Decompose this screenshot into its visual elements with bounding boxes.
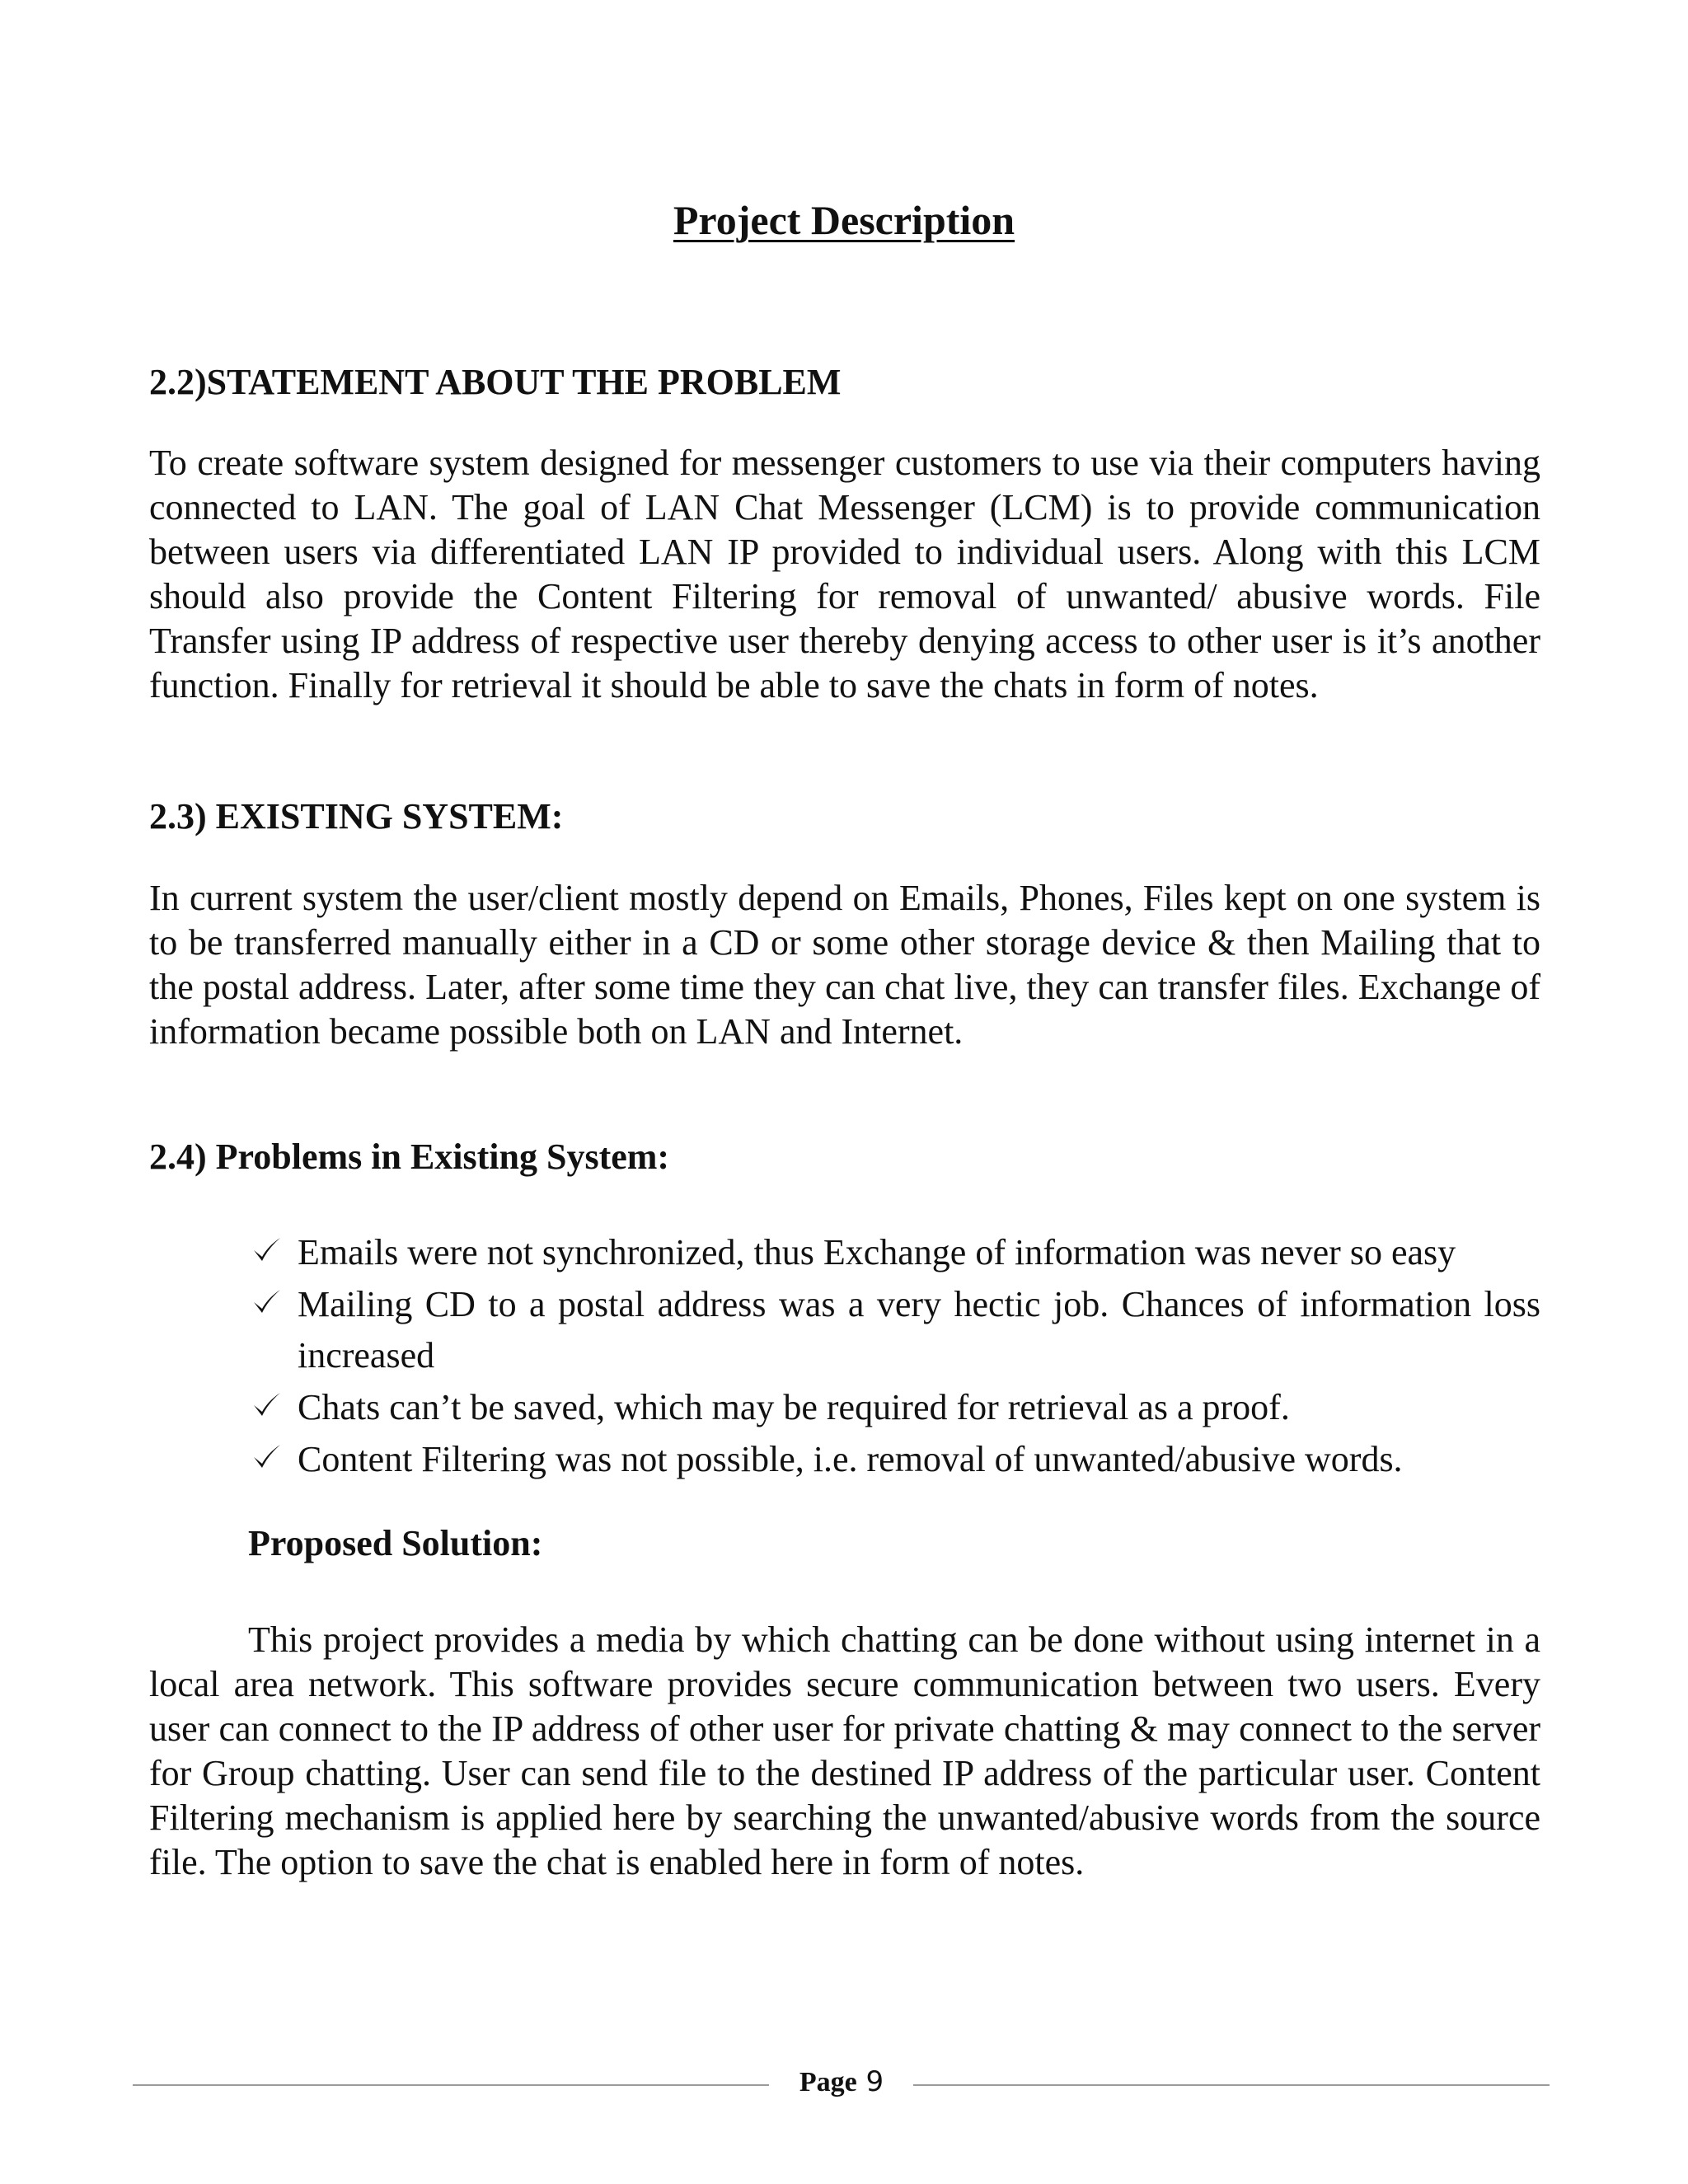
- list-item-text: Content Filtering was not possible, i.e. removal of unwanted/abusive words.: [298, 1439, 1403, 1479]
- checkmark-icon: [250, 1234, 283, 1267]
- page-number: [775, 2065, 908, 2098]
- section-heading-statement: 2.2)STATEMENT ABOUT THE PROBLEM: [149, 362, 842, 402]
- problems-checklist: [248, 1227, 1540, 1486]
- section-heading-problems: 2.4) Problems in Existing System:: [149, 1137, 670, 1177]
- list-item-text: Chats can’t be saved, which may be required for retrieval as a proof.: [298, 1387, 1290, 1427]
- proposed-solution-paragraph: [149, 1618, 1540, 1885]
- statement-paragraph: To create software system designed for messenger customers to use via their computers having connected to LAN. The goal of LAN Chat Messenger (LCM) is to provide communication between users via differentiated LAN IP provided to individual users. Along with this LCM should also provide the Content Filtering for removal of unwanted/ abusive words. File Transfer using IP address of respective user thereby denying access to other user is it’s another function. Finally for retrieval it should be able to save the chats in form of notes.: [149, 443, 1540, 705]
- list-item-text: Emails were not synchronized, thus Exchange of information was never so easy: [298, 1232, 1456, 1272]
- list-item: [248, 1434, 1540, 1485]
- checkmark-icon: [250, 1441, 283, 1474]
- existing-system-paragraph: In current system the user/client mostly depend on Emails, Phones, Files kept on one system is to be transferred manually either in a CD or some other storage device & then Mailing that to the postal address. Later, after some time they can chat live, they can transfer files. Exchange of information became possible both on LAN and Internet.: [149, 878, 1540, 1052]
- section-heading-existing-system: 2.3) EXISTING SYSTEM:: [149, 796, 564, 837]
- page-title: Project Description: [673, 197, 1015, 243]
- proposed-solution-text: This project provides a media by which chatting can be done without using internet in a local area network. This software provides secure communication between two users. Every user can connect to the IP address of other user for private chatting & may connect to the server for Group chatting. User can send file to the destined IP address of the particular user. Content Filtering mechanism is applied here by searching the unwanted/abusive words from the source file. The option to save the chat is enabled here in form of notes.: [149, 1619, 1540, 1882]
- checkmark-icon: [250, 1389, 283, 1422]
- footer-rule-right: [913, 2084, 1550, 2086]
- list-item: [248, 1227, 1540, 1278]
- list-item: [248, 1382, 1540, 1433]
- list-item: [248, 1279, 1540, 1381]
- section-heading-proposed-solution: Proposed Solution:: [248, 1523, 543, 1563]
- page-number-value: 9: [865, 2065, 884, 2098]
- footer-rule-left: [133, 2084, 769, 2086]
- page-label: Page: [799, 2067, 857, 2097]
- checkmark-icon: [250, 1286, 283, 1319]
- list-item-text: Mailing CD to a postal address was a very hectic job. Chances of information loss increased: [298, 1284, 1540, 1376]
